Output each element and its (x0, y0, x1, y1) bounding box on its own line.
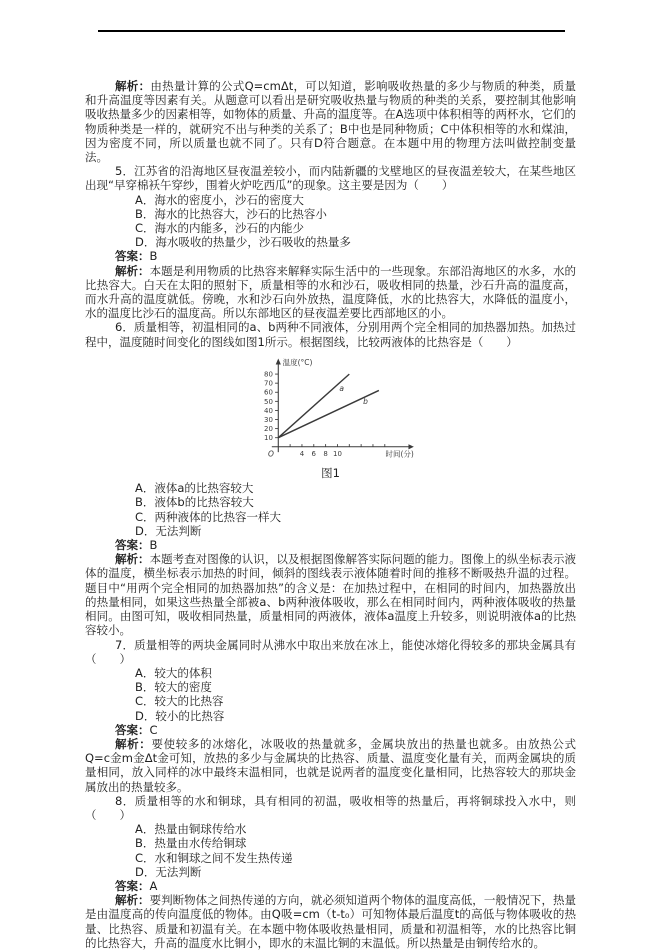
q8-analysis-text: 要判断物体之间热传递的方向，就必须知道两个物体的温度高低，一般情况下，热量是由温度高的传向温度低的物体。由Q吸=cm（t-t₀）可知物体最后温度t的高低与物体吸收的热量、比热容、质量和初温有关。在本题中物体吸收热量相同，质量和初温相等，水的比热容比铜的比热容大，升高的温度水比铜小，即水的末温比铜的末温低。所以热量是由铜传给水的。 (85, 893, 576, 950)
q7-option-a: A．较大的体积 (135, 665, 212, 680)
svg-text:b: b (362, 397, 368, 407)
q5-option-a: A．海水的密度小，沙石的密度大 (135, 192, 304, 207)
q7-answer-line (85, 723, 576, 737)
analysis-label: 解析： (115, 736, 152, 751)
svg-text:30: 30 (263, 415, 273, 424)
q8-answer-line (85, 879, 576, 893)
q6-option-a: A．液体a的比热容较大 (135, 481, 254, 496)
answer-label: 答案： (115, 878, 150, 893)
q6-option-d: D．无法判断 (135, 523, 202, 538)
q4-analysis-text: 由热量计算的公式Q=cmΔt，可以知道，影响吸收热量的多少与物质的种类，质量和升高温度等因素有关。从题意可以看出是研究吸收热量与物质的种类的关系，要控制其他影响吸收热量多少的因素相等，如物体的质量、升高的温度等。在A选项中体积相等的两杯水，它们的物质种类是一样的，就研究不出与种类的关系了；B中也是同种物质；C中体积相等的水和煤油，因为密度不同，所以质量也就不同了。只有D符合题意。在本题中用的物理方法叫做控制变量法。 (85, 79, 577, 165)
q5-option-d: D．海水吸收的热量少，沙石吸收的热量多 (135, 235, 351, 250)
q5-answer-line (85, 249, 576, 263)
q7-option-b: B．较大的密度 (135, 680, 212, 695)
svg-text:a: a (338, 383, 344, 393)
svg-text:40: 40 (263, 406, 273, 415)
q4-analysis-paragraph (85, 79, 576, 164)
q6-stem: 6．质量相等，初温相同的a、b两种不同液体，分别用两个完全相同的加热器加热。加热过程中，温度随时间变化的图线如图1所示。根据图线，比较两液体的比热容是（ ） (85, 320, 576, 349)
q7-analysis-paragraph (85, 737, 576, 794)
q5-analysis-paragraph (85, 264, 576, 321)
q8-option-a: A．热量由铜球传给水 (135, 822, 247, 837)
q8-option-c: C．水和铜球之间不发生热传递 (135, 850, 293, 865)
q8-answer-value: A (149, 878, 158, 893)
q7-option-c: C．较大的比热容 (135, 694, 224, 709)
svg-text:60: 60 (263, 388, 273, 397)
svg-text:10: 10 (332, 449, 342, 458)
q5-option-b: B．海水的比热容大，沙石的比热容小 (135, 206, 327, 221)
svg-text:4: 4 (299, 449, 304, 458)
q7-answer-value: C (149, 722, 158, 737)
q6-answer-value: B (149, 538, 158, 553)
q6-option-c: C．两种液体的比热容一样大 (135, 509, 282, 524)
analysis-label: 解析： (115, 263, 150, 278)
svg-text:8: 8 (322, 449, 328, 458)
svg-text:50: 50 (263, 397, 273, 406)
q6-option-b: B．液体b的比热容较大 (135, 495, 254, 510)
svg-text:时间(分): 时间(分) (384, 449, 414, 459)
answer-label: 答案： (115, 722, 150, 737)
q8-option-d: D．无法判断 (135, 864, 202, 879)
svg-text:温度(°C): 温度(°C) (282, 357, 312, 367)
q6-analysis-text: 本题考查对图像的认识，以及根据图像解答实际问题的能力。图像上的纵坐标表示液体的温度，横坐标表示加热的时间，倾斜的图线表示液体随着时间的推移不断吸热升温的过程。题目中“用两个完全相同的加热器加热”的含义是：在加热过程中，在相同的时间内，加热器放出的热量相同，如果这些热量全部被a、b两种液体吸收，那么在相同时间内，两种液体吸收的热量相同。由图可知，吸收相同热量，质量相同的两液体，液体a温度上升较多，则说明液体a的比热容较小。 (85, 552, 576, 638)
svg-text:O: O (267, 449, 274, 459)
figure1-chart (246, 352, 416, 463)
figure1 (85, 352, 576, 480)
q7-option-d: D．较小的比热容 (135, 708, 225, 723)
q5-answer-value: B (149, 249, 158, 264)
svg-text:6: 6 (311, 449, 316, 458)
q8-stem: 8．质量相等的水和铜球，具有相同的初温，吸收相等的热量后，再将铜球投入水中，则（ ） (85, 793, 576, 822)
q5-stem: 5．江苏省的沿海地区昼夜温差较小，而内陆新疆的戈壁地区的昼夜温差较大，在某些地区出现“早穿棉袄午穿纱，围着火炉吃西瓜”的现象。这主要是因为（ ） (85, 164, 576, 193)
q7-stem: 7．质量相等的两块金属同时从沸水中取出来放在冰上，能使冰熔化得较多的那块金属具有（ ） (85, 637, 576, 666)
analysis-label: 解析： (115, 79, 151, 93)
q5-analysis-text: 本题是利用物质的比热容来解释实际生活中的一些现象。东部沿海地区的水多，水的比热容大。白天在太阳的照射下，质量相等的水和沙石，吸收相同的热量，沙石升高的温度高，而水升高的温度就低。傍晚，水和沙石向外放热，温度降低，水的比热容大，水降低的温度小，水的温度比沙石的温度高。所以东部地区的昼夜温差要比西部地区的小。 (85, 263, 576, 321)
q6-answer-line (85, 538, 576, 552)
answer-label: 答案： (115, 538, 150, 553)
svg-text:10: 10 (263, 434, 273, 443)
q5-option-c: C．海水的内能多，沙石的内能少 (135, 221, 305, 236)
figure1-caption: 图1 (321, 466, 340, 481)
q6-analysis-paragraph (85, 552, 576, 637)
analysis-label: 解析： (115, 893, 150, 908)
q7-analysis-text: 要使较多的冰熔化，冰吸收的热量就多，金属块放出的热量也就多。由放热公式Q=c金m金Δt金可知，放热的多少与金属块的比热容、质量、温度变化量有关，而两金属块的质量相同，放入同样的冰中最终末温相同，也就是说两者的温度变化量相同，比热容较大的那块金属放出的热量较多。 (85, 736, 577, 794)
q8-analysis-paragraph (85, 893, 576, 950)
top-rule (98, 30, 565, 32)
svg-text:80: 80 (263, 370, 273, 379)
answer-label: 答案： (115, 249, 150, 264)
svg-text:70: 70 (263, 379, 273, 388)
q8-option-b: B．热量由水传给铜球 (135, 836, 247, 851)
document-body (85, 79, 576, 950)
svg-text:20: 20 (263, 424, 273, 433)
analysis-label: 解析： (115, 552, 150, 567)
